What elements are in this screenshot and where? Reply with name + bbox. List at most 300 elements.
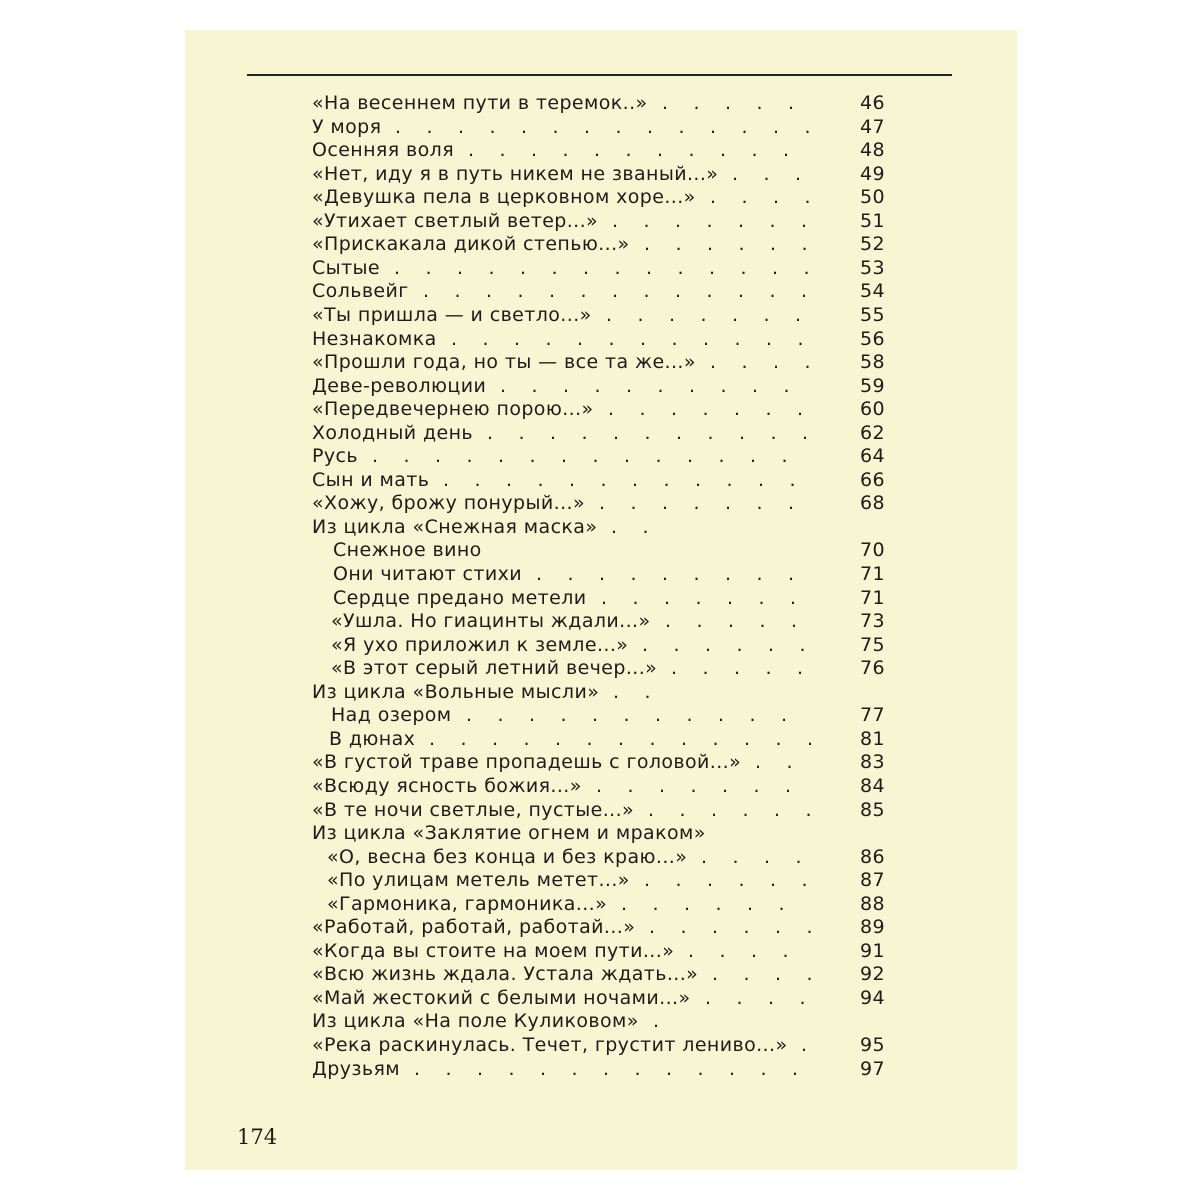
leader-dot: . [718,704,725,727]
toc-entry-title: «В густой траве пропадешь с головой...» [312,751,742,774]
toc-entry-title: «Работай, работай, работай...» [312,916,636,939]
leader-dot: . [740,256,747,279]
dot-leader [185,92,1017,115]
dot-leader [185,304,1017,327]
toc-entry-title: «Ты пришла — и светло...» [312,303,592,326]
leader-dot: . [705,633,712,656]
dot-leader [185,351,1017,374]
leader-dot: . [606,303,613,326]
leader-dot: . [560,704,567,727]
leader-dot: . [630,563,637,585]
toc-entry-title: Холодный день [312,421,474,444]
leader-dot: . [695,468,702,491]
leader-dot: . [801,280,808,303]
leader-dot: . [707,233,714,256]
leader-dot: . [769,280,776,303]
leader-dot: . [710,115,717,138]
leader-dot: . [770,233,777,256]
toc-entry-page: 91 [860,939,885,962]
leader-dot: . [734,398,741,421]
leader-dot: . [797,398,804,421]
leader-dot: . [571,1057,578,1080]
dot-leader [185,940,1017,963]
leader-dot: . [688,139,695,162]
toc-entry-title: Из цикла «Снежная маска» [312,515,598,538]
leader-dot: . [678,115,685,138]
leader-dot: . [738,233,745,256]
leader-dot: . [460,727,467,750]
toc-entry [185,1058,1017,1081]
leader-dot: . [697,1057,704,1080]
leader-dot: . [637,303,644,326]
toc-entry-title: «В этот серый летний вечер...» [331,657,658,680]
toc-entry-page: 71 [860,586,885,609]
toc-entry-title: «Всю жизнь ждала. Устала ждать...» [312,963,699,986]
leader-dot: . [781,445,788,468]
leader-dot: . [707,869,714,892]
leader-dot: . [646,256,653,279]
leader-dot: . [752,374,759,397]
toc-entry-page: 50 [860,186,885,209]
toc-entry-title: «По улицам метель метет...» [327,869,630,892]
toc-entry-page: 73 [860,610,885,633]
leader-dot: . [736,633,743,656]
leader-dot: . [487,421,494,444]
leader-dot: . [801,233,808,256]
dot-leader [185,233,1017,256]
toc-entry-page: 59 [860,374,885,397]
leader-dot: . [693,563,700,585]
toc-entry-title: Из цикла «Вольные мысли» [312,680,600,703]
leader-dot: . [662,492,669,515]
toc-entry-page: 58 [860,351,885,374]
leader-dot: . [719,939,726,962]
leader-dot: . [451,327,458,350]
toc-entry-page: 68 [860,492,885,515]
leader-dot: . [790,586,797,609]
dot-leader [185,775,1017,798]
dot-leader [185,469,1017,492]
leader-dot: . [679,798,686,821]
leader-dot: . [759,610,766,633]
leader-dot: . [728,610,735,633]
leader-dot: . [720,139,727,162]
leader-dot: . [489,115,496,138]
leader-dot: . [508,1057,515,1080]
toc-entry-title: Сытые [312,256,381,279]
toc-entry-page: 97 [860,1057,885,1080]
leader-dot: . [499,139,506,162]
leader-dot: . [751,139,758,162]
toc-entry [185,233,1017,256]
leader-dot: . [518,421,525,444]
dot-leader [185,186,1017,209]
leader-dot: . [634,1057,641,1080]
leader-dot: . [792,1057,799,1080]
toc-entry-page: 86 [860,845,885,868]
leader-dot: . [466,704,473,727]
leader-dot: . [621,892,628,915]
toc-entry-page: 47 [860,115,885,138]
leader-dot: . [681,727,688,750]
leader-dot: . [726,468,733,491]
toc-entry-title: «Хожу, брожу понурый...» [312,492,585,515]
toc-entry-title: «Я ухо приложил к земле...» [331,633,629,656]
leader-dot: . [804,351,811,374]
toc-entry-title: «Утихает светлый ветер...» [312,209,599,232]
leader-dot: . [753,774,760,797]
toc-entry-title: Деве-революции [312,374,487,397]
leader-dot: . [423,280,430,303]
leader-dot: . [615,115,622,138]
dot-leader [185,610,1017,633]
toc-entry [185,139,1017,162]
leader-dot: . [797,327,804,350]
leader-dot: . [727,586,734,609]
leader-dot: . [643,209,650,232]
leader-dot: . [647,115,654,138]
toc-entry [185,728,1017,751]
dot-leader [185,163,1017,186]
toc-entry-page: 55 [860,303,885,326]
toc-entry [185,657,1017,680]
toc-entry-page: 77 [860,704,885,727]
dot-leader [185,280,1017,303]
leader-dot: . [785,774,792,797]
leader-dot: . [765,398,772,421]
leader-dot: . [454,280,461,303]
leader-dot: . [786,751,793,774]
leader-dot: . [696,610,703,633]
leader-dot: . [632,586,639,609]
leader-dot: . [537,468,544,491]
leader-dot: . [756,563,763,585]
toc-entry [185,940,1017,963]
dot-leader [185,634,1017,657]
leader-dot: . [775,727,782,750]
leader-dot: . [741,186,748,209]
leader-dot: . [517,280,524,303]
toc-entry [185,186,1017,209]
toc-entry [185,987,1017,1010]
leader-dot: . [736,986,743,1009]
leader-dot: . [711,798,718,821]
leader-dot: . [760,1057,767,1080]
leader-dot: . [703,327,710,350]
leader-dot: . [599,492,606,515]
toc-entry-page: 76 [860,657,885,680]
leader-dot: . [742,798,749,821]
leader-dot: . [706,280,713,303]
dot-leader [185,751,1017,774]
leader-dot: . [690,774,697,797]
dot-leader [185,963,1017,986]
leader-dot: . [612,209,619,232]
toc-entry-page: 49 [860,162,885,185]
toc-entry-page: 81 [860,727,885,750]
toc-entry [185,516,1017,539]
leader-dot: . [498,445,505,468]
toc-entry-page: 46 [860,92,885,114]
leader-dot: . [732,303,739,326]
leader-dot: . [596,774,603,797]
leader-dot: . [669,303,676,326]
leader-dot: . [474,468,481,491]
leader-dot: . [806,916,813,939]
toc-entry [185,587,1017,610]
toc-entry [185,751,1017,774]
dot-leader [185,1034,1017,1057]
leader-dot: . [739,421,746,444]
leader-dot: . [772,256,779,279]
toc-entry [185,1010,1017,1033]
dot-leader [185,492,1017,515]
leader-dot: . [665,610,672,633]
dot-leader [185,1010,1017,1033]
toc-entry-title: Из цикла «На поле Куликовом» [312,1010,639,1033]
leader-dot: . [734,657,741,680]
leader-dot: . [734,327,741,350]
leader-dot: . [435,445,442,468]
toc-entry-title: Они читают стихи [333,563,523,585]
leader-dot: . [540,1057,547,1080]
leader-dot: . [774,798,781,821]
toc-entry-page: 85 [860,798,885,821]
toc-entry-title: Сердце предано метели [333,586,587,609]
dot-leader [185,210,1017,233]
leader-dot: . [725,492,732,515]
leader-dot: . [577,327,584,350]
leader-dot: . [594,139,601,162]
leader-dot: . [586,727,593,750]
leader-dot: . [795,162,802,185]
toc-entry [185,351,1017,374]
toc-entry [185,634,1017,657]
leader-dot: . [744,727,751,750]
leader-dot: . [608,327,615,350]
leader-dot: . [632,468,639,491]
leader-dot: . [497,704,504,727]
leader-dot: . [457,256,464,279]
toc-entry [185,328,1017,351]
toc-entry-page: 87 [860,869,885,892]
leader-dot: . [580,280,587,303]
dot-leader [185,445,1017,468]
leader-dot: . [788,92,795,114]
dot-leader [185,539,1017,562]
leader-dot: . [732,162,739,185]
leader-dot: . [592,704,599,727]
leader-dot: . [693,92,700,114]
leader-dot: . [783,139,790,162]
leader-dot: . [763,303,770,326]
dot-leader [185,822,1017,845]
toc-entry [185,610,1017,633]
leader-dot: . [653,1010,660,1033]
leader-dot: . [801,869,808,892]
toc-entry-title: «Река раскинулась. Течет, грустит лениво...» [312,1034,788,1056]
toc-entry [185,869,1017,892]
toc-entry-title: Русь [312,445,358,468]
leader-dot: . [775,916,782,939]
leader-dot: . [529,445,536,468]
leader-dot: . [644,421,651,444]
leader-dot: . [477,1057,484,1080]
dot-leader [185,869,1017,892]
toc-entry-page: 83 [860,751,885,774]
leader-dot: . [750,445,757,468]
leader-dot: . [684,892,691,915]
dot-leader [185,516,1017,539]
leader-dot: . [671,398,678,421]
leader-dot: . [550,421,557,444]
toc-entry-title: Сын и мать [312,468,430,491]
toc-entry-page: 60 [860,398,885,421]
table-of-contents [185,30,1017,1130]
leader-dot: . [722,774,729,797]
leader-dot: . [529,704,536,727]
leader-dot: . [624,445,631,468]
toc-entry [185,92,1017,115]
leader-dot: . [758,586,765,609]
dot-leader [185,728,1017,751]
dot-leader [185,563,1017,586]
leader-dot: . [642,515,649,538]
leader-dot: . [743,916,750,939]
leader-dot: . [707,421,714,444]
toc-entry-title: «Всюду ясность божия...» [312,774,582,797]
toc-entry [185,492,1017,515]
leader-dot: . [655,704,662,727]
toc-entry [185,916,1017,939]
toc-entry-page: 48 [860,139,885,162]
leader-dot: . [725,563,732,585]
leader-dot: . [520,256,527,279]
leader-dot: . [789,468,796,491]
leader-dot: . [803,256,810,279]
leader-dot: . [687,445,694,468]
toc-entry [185,775,1017,798]
leader-dot: . [763,162,770,185]
toc-entry [185,799,1017,822]
leader-dot: . [468,139,475,162]
leader-dot: . [614,256,621,279]
leader-dot: . [506,468,513,491]
toc-entry-title: В дюнах [329,727,416,750]
dot-leader [185,681,1017,704]
leader-dot: . [611,515,618,538]
leader-dot: . [791,610,798,633]
leader-dot: . [751,939,758,962]
leader-dot: . [523,727,530,750]
toc-entry-title: Сольвейг [312,280,409,303]
leader-dot: . [659,774,666,797]
leader-dot: . [414,1057,421,1080]
dot-leader [185,422,1017,445]
leader-dot: . [630,492,637,515]
leader-dot: . [756,492,763,515]
toc-entry [185,375,1017,398]
toc-entry-title: «Передвечернею порою...» [312,398,594,421]
dot-leader [185,704,1017,727]
toc-entry [185,116,1017,139]
dot-leader [185,846,1017,869]
dot-leader [185,398,1017,421]
toc-entry [185,539,1017,562]
leader-dot: . [599,563,606,585]
leader-dot: . [644,233,651,256]
dot-leader [185,587,1017,610]
leader-dot: . [773,115,780,138]
leader-dot: . [657,139,664,162]
leader-dot: . [657,374,664,397]
toc-entry-title: Незнакомка [312,327,437,350]
leader-dot: . [581,421,588,444]
leader-dot: . [747,892,754,915]
toc-entry [185,563,1017,586]
leader-dot: . [689,374,696,397]
leader-dot: . [426,115,433,138]
toc-entry [185,422,1017,445]
leader-dot: . [445,1057,452,1080]
dot-leader [185,375,1017,398]
dot-leader [185,116,1017,139]
leader-dot: . [608,398,615,421]
leader-dot: . [482,327,489,350]
leader-dot: . [775,963,782,986]
leader-dot: . [795,845,802,868]
leader-dot: . [466,445,473,468]
leader-dot: . [626,374,633,397]
leader-dot: . [712,727,719,750]
toc-entry-page: 95 [860,1034,885,1056]
toc-entry [185,846,1017,869]
toc-entry-title: Над озером [331,704,452,727]
leader-dot: . [770,421,777,444]
leader-dot: . [778,892,785,915]
leader-dot: . [712,963,719,986]
dot-leader [185,987,1017,1010]
dot-leader [185,328,1017,351]
toc-entry [185,469,1017,492]
toc-entry-page: 56 [860,327,885,350]
leader-dot: . [720,374,727,397]
leader-dot: . [673,633,680,656]
leader-dot: . [531,374,538,397]
toc-entry-page: 64 [860,445,885,468]
toc-entry-title: «В те ночи светлые, пустые...» [312,798,635,821]
leader-dot: . [488,256,495,279]
leader-dot: . [741,115,748,138]
leader-dot: . [773,186,780,209]
toc-entry [185,822,1017,845]
leader-dot: . [583,256,590,279]
leader-dot: . [395,115,402,138]
leader-dot: . [486,280,493,303]
leader-dot: . [768,633,775,656]
leader-dot: . [613,421,620,444]
leader-dot: . [601,586,608,609]
leader-dot: . [618,727,625,750]
leader-dot: . [782,939,789,962]
leader-dot: . [764,845,771,868]
leader-dot: . [769,209,776,232]
leader-dot: . [649,916,656,939]
leader-dot: . [429,727,436,750]
leader-dot: . [643,280,650,303]
leader-dot: . [372,445,379,468]
leader-dot: . [555,727,562,750]
